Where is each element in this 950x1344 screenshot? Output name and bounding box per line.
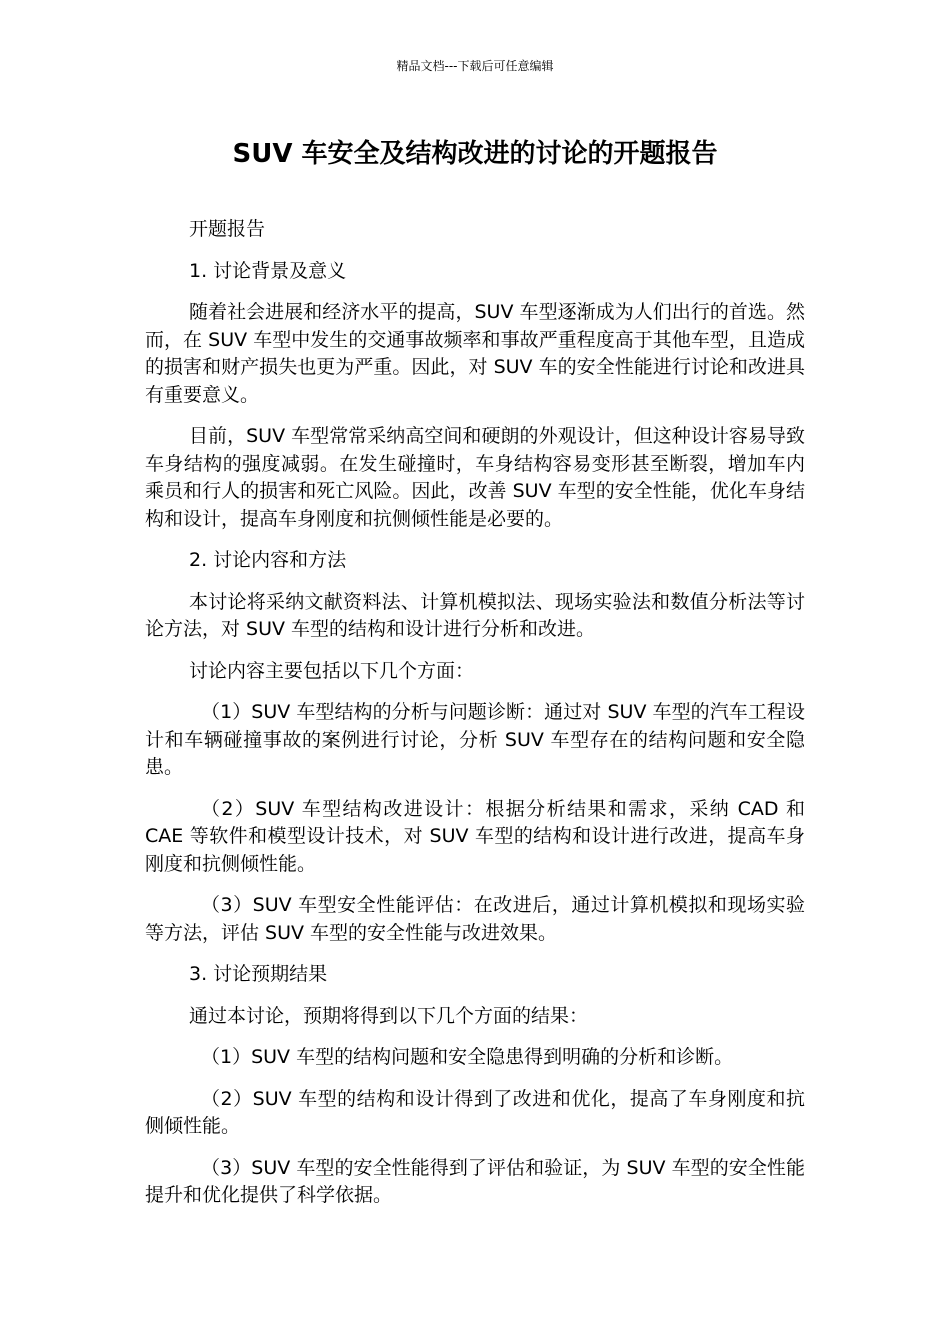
list-item: （1）SUV 车型结构的分析与问题诊断：通过对 SUV 车型的汽车工程设计和车辆碰撞事故的案例进行讨论，分析 SUV 车型存在的结构问题和安全隐患。: [145, 701, 805, 778]
section-heading-content-methods: 2. 讨论内容和方法: [189, 549, 347, 571]
list-item: （3）SUV 车型的安全性能得到了评估和验证，为 SUV 车型的安全性能提升和优化提供了科学依据。: [145, 1156, 805, 1206]
document-body: [145, 216, 805, 1224]
list-item: （2）SUV 车型的结构和设计得到了改进和优化，提高了车身刚度和抗侧倾性能。: [145, 1087, 805, 1137]
section-heading-background: 1. 讨论背景及意义: [189, 259, 347, 282]
document-title: SUV 车安全及结构改进的讨论的开题报告: [232, 139, 718, 169]
body-paragraph: 讨论内容主要包括以下几个方面：: [189, 659, 475, 682]
body-paragraph: 随着社会进展和经济水平的提高，SUV 车型逐渐成为人们出行的首选。然而，在 SUV 车型中发生的交通事故频率和事故严重程度高于其他车型，且造成的损害和财产损失也更为严重。因此，对 SUV 车的安全性能进行讨论和改进具有重要意义。: [145, 301, 805, 406]
body-paragraph: 目前，SUV 车型常常采纳高空间和硬朗的外观设计，但这种设计容易导致车身结构的强度减弱。在发生碰撞时，车身结构容易变形甚至断裂，增加车内乘员和行人的损害和死亡风险。因此，改善 SUV 车型的安全性能，优化车身结构和设计，提高车身刚度和抗侧倾性能是必要的。: [145, 425, 805, 530]
section-heading-expected-results: 3. 讨论预期结果: [189, 963, 328, 985]
list-item: （3）SUV 车型安全性能评估：在改进后，通过计算机模拟和现场实验等方法，评估 SUV 车型的安全性能与改进效果。: [145, 894, 805, 944]
list-item: （2）SUV 车型结构改进设计：根据分析结果和需求，采纳 CAD 和 CAE 等软件和模型设计技术，对 SUV 车型的结构和设计进行改进，提高车身刚度和抗侧倾性能。: [145, 797, 805, 875]
page-header-note: 精品文档---下载后可任意编辑: [396, 59, 554, 73]
section-label: 开题报告: [189, 218, 266, 240]
body-paragraph: 通过本讨论，预期将得到以下几个方面的结果：: [189, 1004, 589, 1027]
body-paragraph: 本讨论将采纳文献资料法、计算机模拟法、现场实验法和数值分析法等讨论方法，对 SUV 车型的结构和设计进行分析和改进。: [145, 590, 805, 640]
list-item: （1）SUV 车型的结构问题和安全隐患得到明确的分析和诊断。: [201, 1046, 734, 1068]
